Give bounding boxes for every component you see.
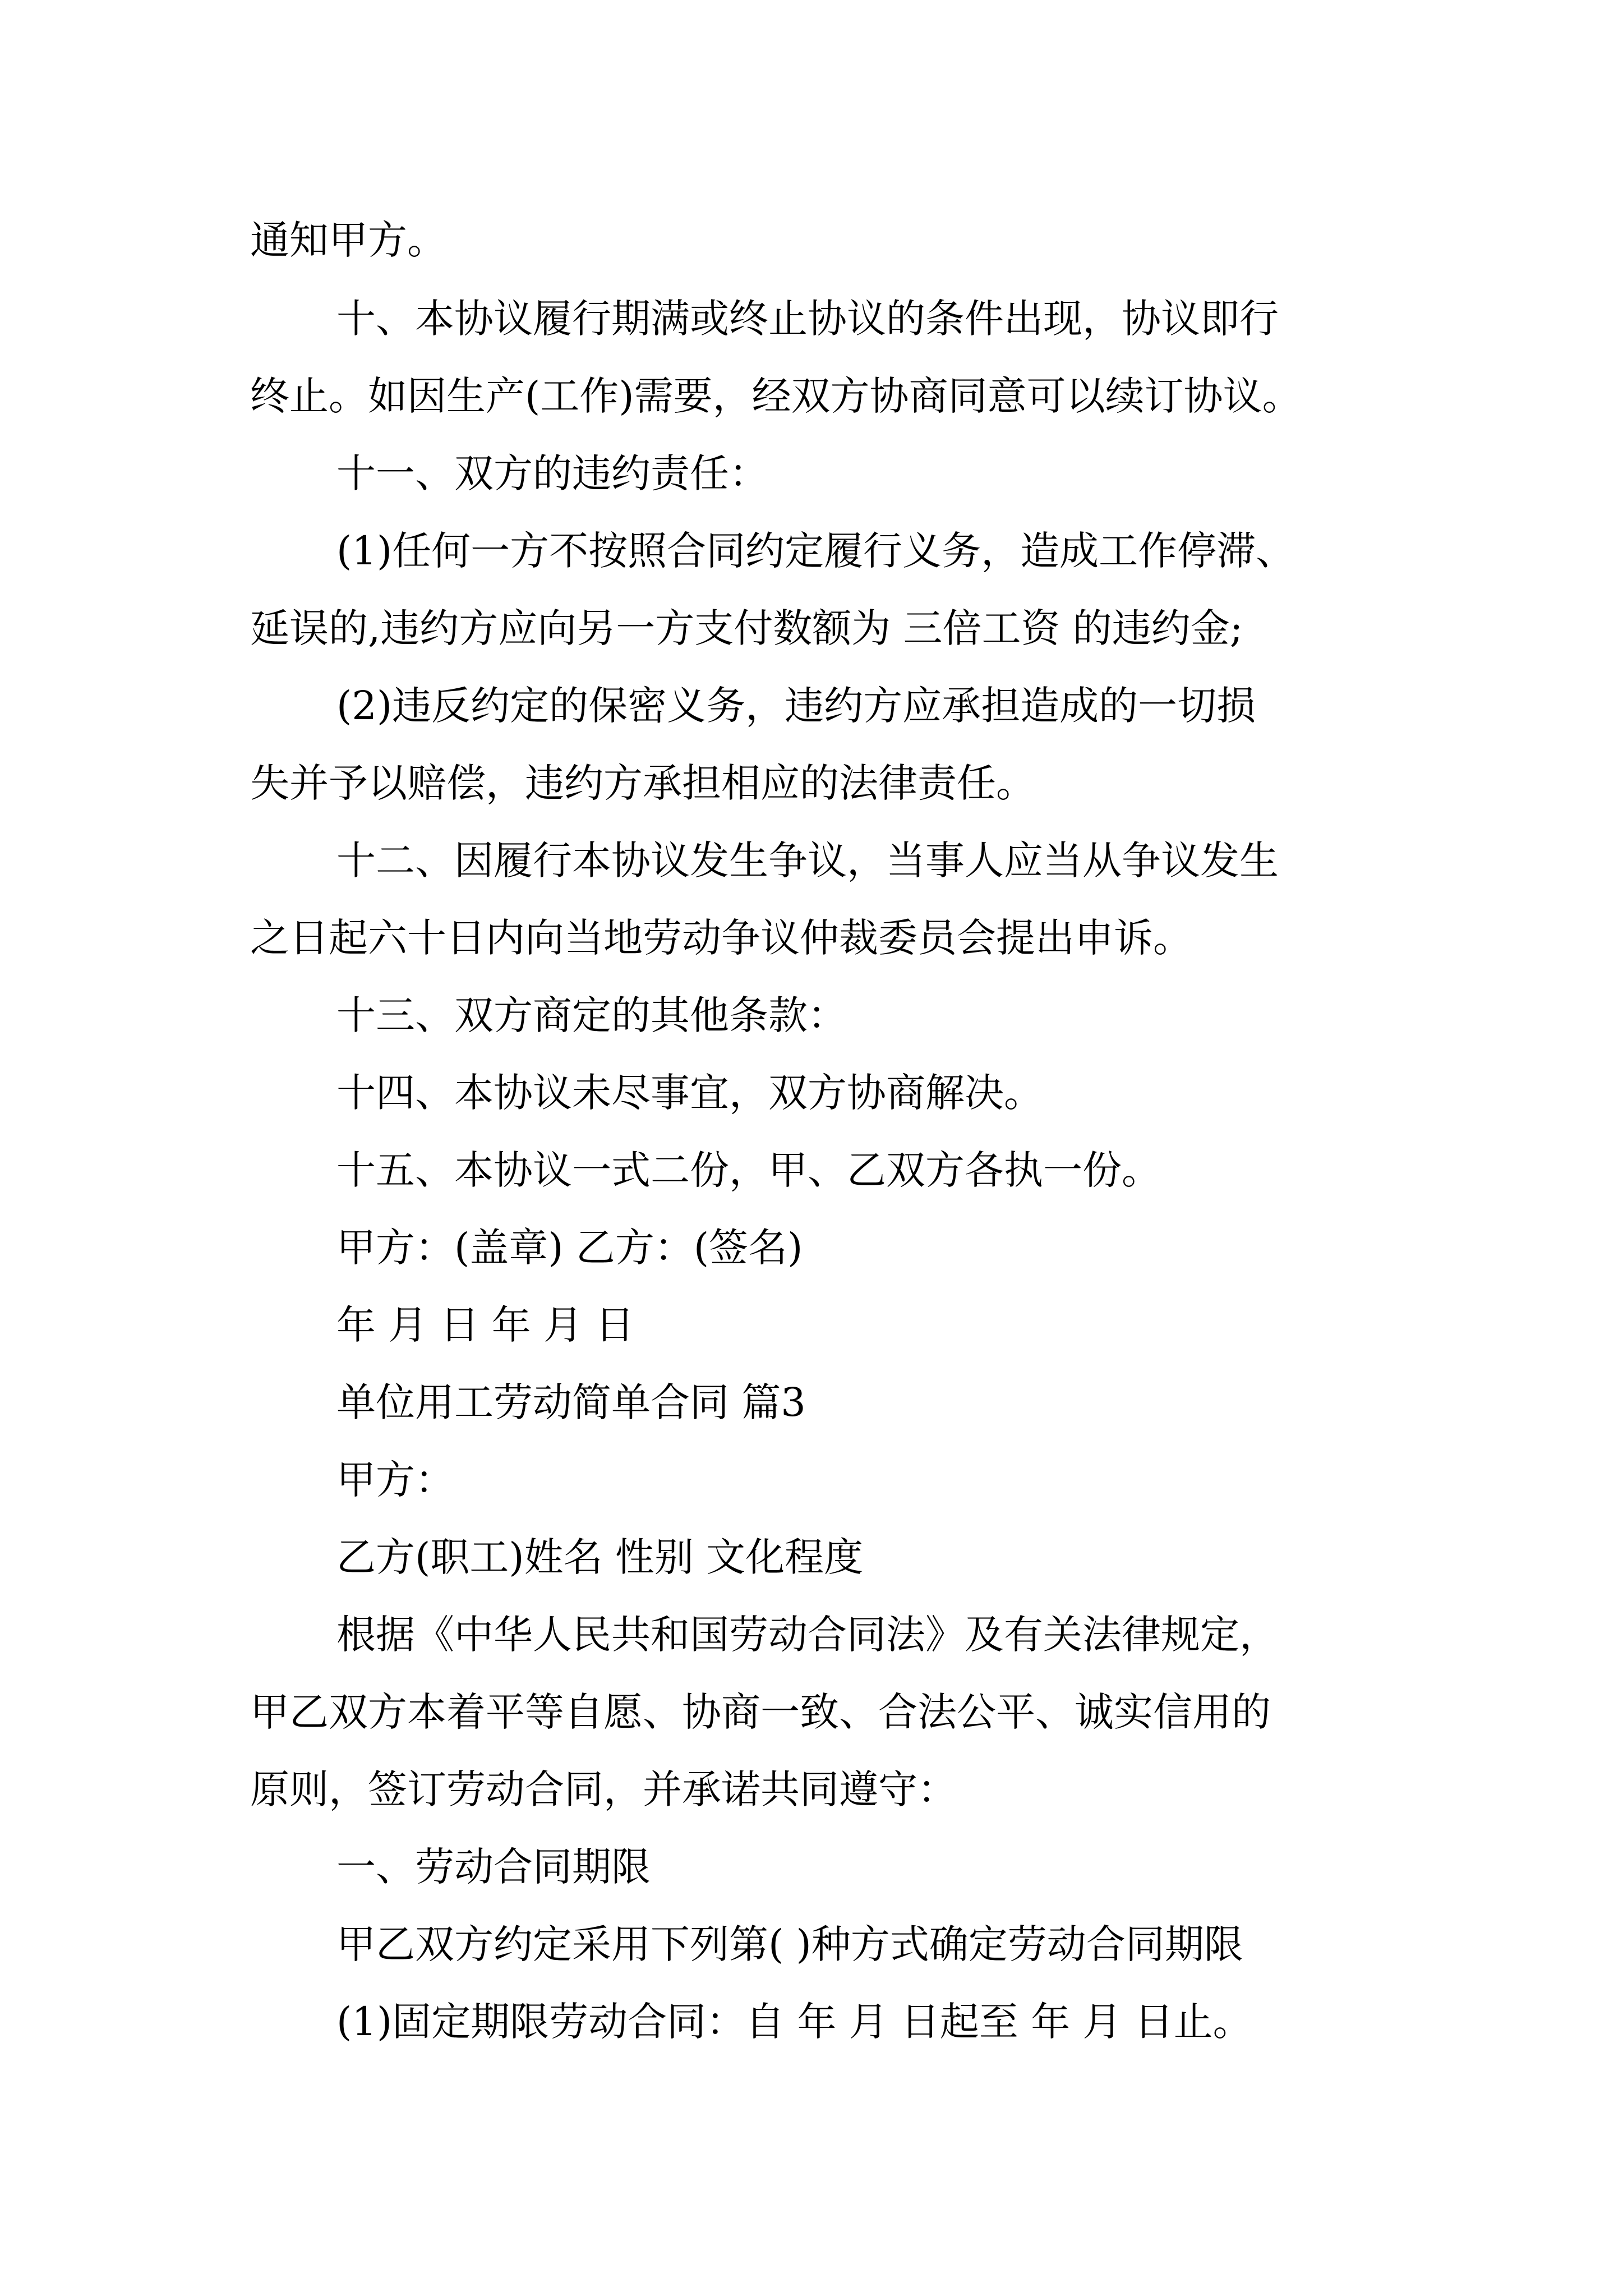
- text-line: 十三、双方商定的其他条款：: [336, 992, 847, 1038]
- party-a-line: 甲方：: [336, 1457, 454, 1503]
- text-line: 失并予以赔偿，违约方承担相应的法律责任。: [250, 760, 1035, 806]
- signature-line: 甲方：(盖章) 乙方：(签名): [336, 1225, 803, 1271]
- text-line: (1)任何一方不按照合同约定履行义务，造成工作停滞、: [336, 528, 1295, 574]
- text-line: 延误的,违约方应向另一方支付数额为 三倍工资 的违约金;: [250, 605, 1243, 651]
- text-line: 甲乙双方约定采用下列第( )种方式确定劳动合同期限: [336, 1921, 1243, 1967]
- text-line: 十五、本协议一式二份，甲、乙双方各执一份。: [336, 1147, 1161, 1193]
- text-line: 之日起六十日内向当地劳动争议仲裁委员会提出申诉。: [250, 915, 1192, 961]
- section-heading: 单位用工劳动简单合同 篇3: [336, 1379, 806, 1425]
- text-line: 十四、本协议未尽事宜，双方协商解决。: [336, 1070, 1043, 1116]
- text-line: 通知甲方。: [250, 217, 446, 263]
- text-line: 十一、双方的违约责任：: [336, 450, 768, 496]
- text-line: 终止。如因生产(工作)需要，经双方协商同意可以续订协议。: [250, 373, 1302, 419]
- text-line: (2)违反约定的保密义务，违约方应承担造成的一切损: [336, 683, 1256, 729]
- date-line: 年 月 日 年 月 日: [336, 1302, 635, 1348]
- text-line: 十、本协议履行期满或终止协议的条件出现，协议即行: [336, 296, 1279, 342]
- text-line: 十二、因履行本协议发生争议，当事人应当从争议发生: [336, 838, 1279, 884]
- text-line: 根据《中华人民共和国劳动合同法》及有关法律规定，: [336, 1612, 1279, 1658]
- text-line: (1)固定期限劳动合同：自 年 月 日起至 年 月 日止。: [336, 1999, 1252, 2045]
- clause-heading: 一、劳动合同期限: [336, 1844, 651, 1890]
- text-line: 甲乙双方本着平等自愿、协商一致、合法公平、诚实信用的: [250, 1689, 1271, 1735]
- text-line: 原则，签订劳动合同，并承诺共同遵守：: [250, 1766, 957, 1812]
- party-b-line: 乙方(职工)姓名 性别 文化程度: [336, 1534, 864, 1580]
